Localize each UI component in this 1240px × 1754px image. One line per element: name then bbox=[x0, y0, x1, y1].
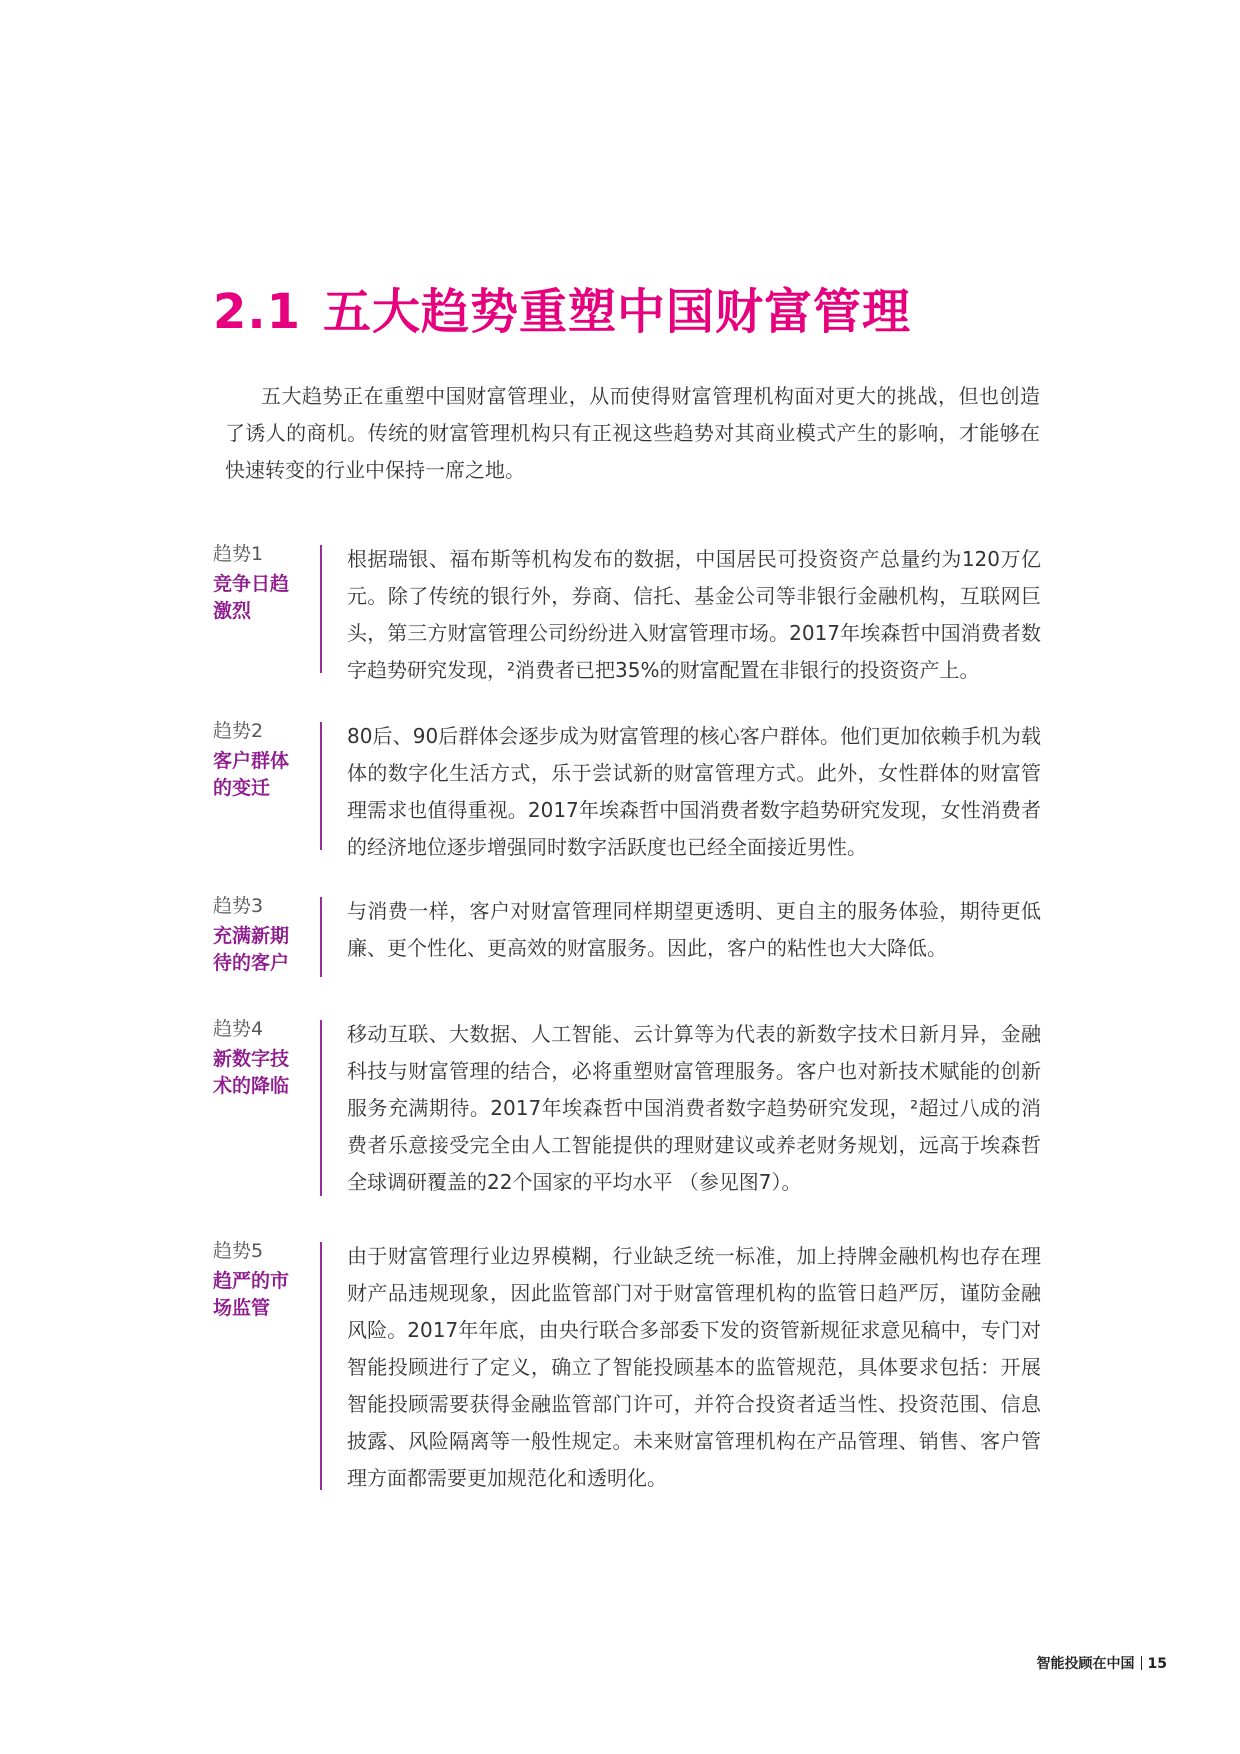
trend-block-4 bbox=[213, 1016, 1043, 1196]
trend-name: 趋严的市场监管 bbox=[213, 1270, 290, 1319]
trend-tag: 趋势4 bbox=[213, 1018, 264, 1040]
trend-label bbox=[213, 1238, 313, 1322]
trend-label bbox=[213, 541, 313, 625]
trend-divider bbox=[320, 1242, 322, 1490]
trend-divider bbox=[320, 545, 322, 673]
page-footer bbox=[1037, 1653, 1167, 1673]
footer-divider bbox=[1141, 1656, 1142, 1670]
publication-title: 智能投顾在中国 bbox=[1036, 1656, 1135, 1672]
trend-divider bbox=[320, 1020, 322, 1196]
trend-tag: 趋势5 bbox=[213, 1240, 264, 1262]
trend-block-2 bbox=[213, 718, 1043, 859]
trend-label bbox=[213, 1016, 313, 1100]
trend-text: 与消费一样，客户对财富管理同样期望更透明、更自主的服务体验，期待更低廉、更个性化、更高效的财富服务。因此，客户的粘性也大大降低。 bbox=[347, 899, 1041, 960]
trend-block-3 bbox=[213, 893, 1043, 977]
trend-label bbox=[213, 893, 313, 977]
trend-text: 根据瑞银、福布斯等机构发布的数据，中国居民可投资资产总量约为120万亿元。除了传统的银行外，券商、信托、基金公司等非银行金融机构，互联网巨头，第三方财富管理公司纷纷进入财富管理市场。2017年埃森哲中国消费者数字趋势研究发现，²消费者已把35%的财富配置在非银行的投资资产上。 bbox=[347, 547, 1041, 682]
section-title bbox=[213, 284, 911, 342]
trend-text: 80后、90后群体会逐步成为财富管理的核心客户群体。他们更加依赖手机为载体的数字化生活方式，乐于尝试新的财富管理方式。此外，女性群体的财富管理需求也值得重视。2017年埃森哲中国消费者数字趋势研究发现，女性消费者的经济地位逐步增强同时数字活跃度也已经全面接近男性。 bbox=[347, 724, 1041, 859]
trend-block-1 bbox=[213, 541, 1043, 682]
trend-name: 客户群体的变迁 bbox=[213, 750, 290, 799]
intro-paragraph: 五大趋势正在重塑中国财富管理业，从而使得财富管理机构面对更大的挑战，但也创造了诱人的商机。传统的财富管理机构只有正视这些趋势对其商业模式产生的影响，才能够在快速转变的行业中保持一席之地。 bbox=[225, 384, 1040, 482]
trend-divider bbox=[320, 897, 322, 977]
trend-tag: 趋势3 bbox=[213, 895, 264, 917]
trend-text: 移动互联、大数据、人工智能、云计算等为代表的新数字技术日新月异，金融科技与财富管理的结合，必将重塑财富管理服务。客户也对新技术赋能的创新服务充满期待。2017年埃森哲中国消费者数字趋势研究发现，²超过八成的消费者乐意接受完全由人工智能提供的理财建议或养老财务规划，远高于埃森哲全球调研覆盖的22个国家的平均水平 （参见图7）。 bbox=[347, 1022, 1041, 1194]
trend-block-5 bbox=[213, 1238, 1043, 1490]
trend-divider bbox=[320, 722, 322, 850]
page-number: 15 bbox=[1147, 1656, 1167, 1672]
trend-text: 由于财富管理行业边界模糊，行业缺乏统一标准，加上持牌金融机构也存在理财产品违规现象，因此监管部门对于财富管理机构的监管日趋严厉，谨防金融风险。2017年年底，由央行联合多部委下发的资管新规征求意见稿中，专门对智能投顾进行了定义，确立了智能投顾基本的监管规范，具体要求包括：开展智能投顾需要获得金融监管部门许可，并符合投资者适当性、投资范围、信息披露、风险隔离等一般性规定。未来财富管理机构在产品管理、销售、客户管理方面都需要更加规范化和透明化。 bbox=[347, 1244, 1041, 1490]
trend-label bbox=[213, 718, 313, 802]
trend-tag: 趋势2 bbox=[213, 720, 264, 742]
section-title-text: 五大趋势重塑中国财富管理 bbox=[323, 284, 912, 340]
trend-name: 新数字技术的降临 bbox=[213, 1048, 290, 1097]
trend-name: 竞争日趋激烈 bbox=[213, 573, 290, 622]
section-number: 2.1 bbox=[213, 284, 302, 340]
trend-name: 充满新期待的客户 bbox=[213, 925, 290, 974]
trend-tag: 趋势1 bbox=[213, 543, 264, 565]
